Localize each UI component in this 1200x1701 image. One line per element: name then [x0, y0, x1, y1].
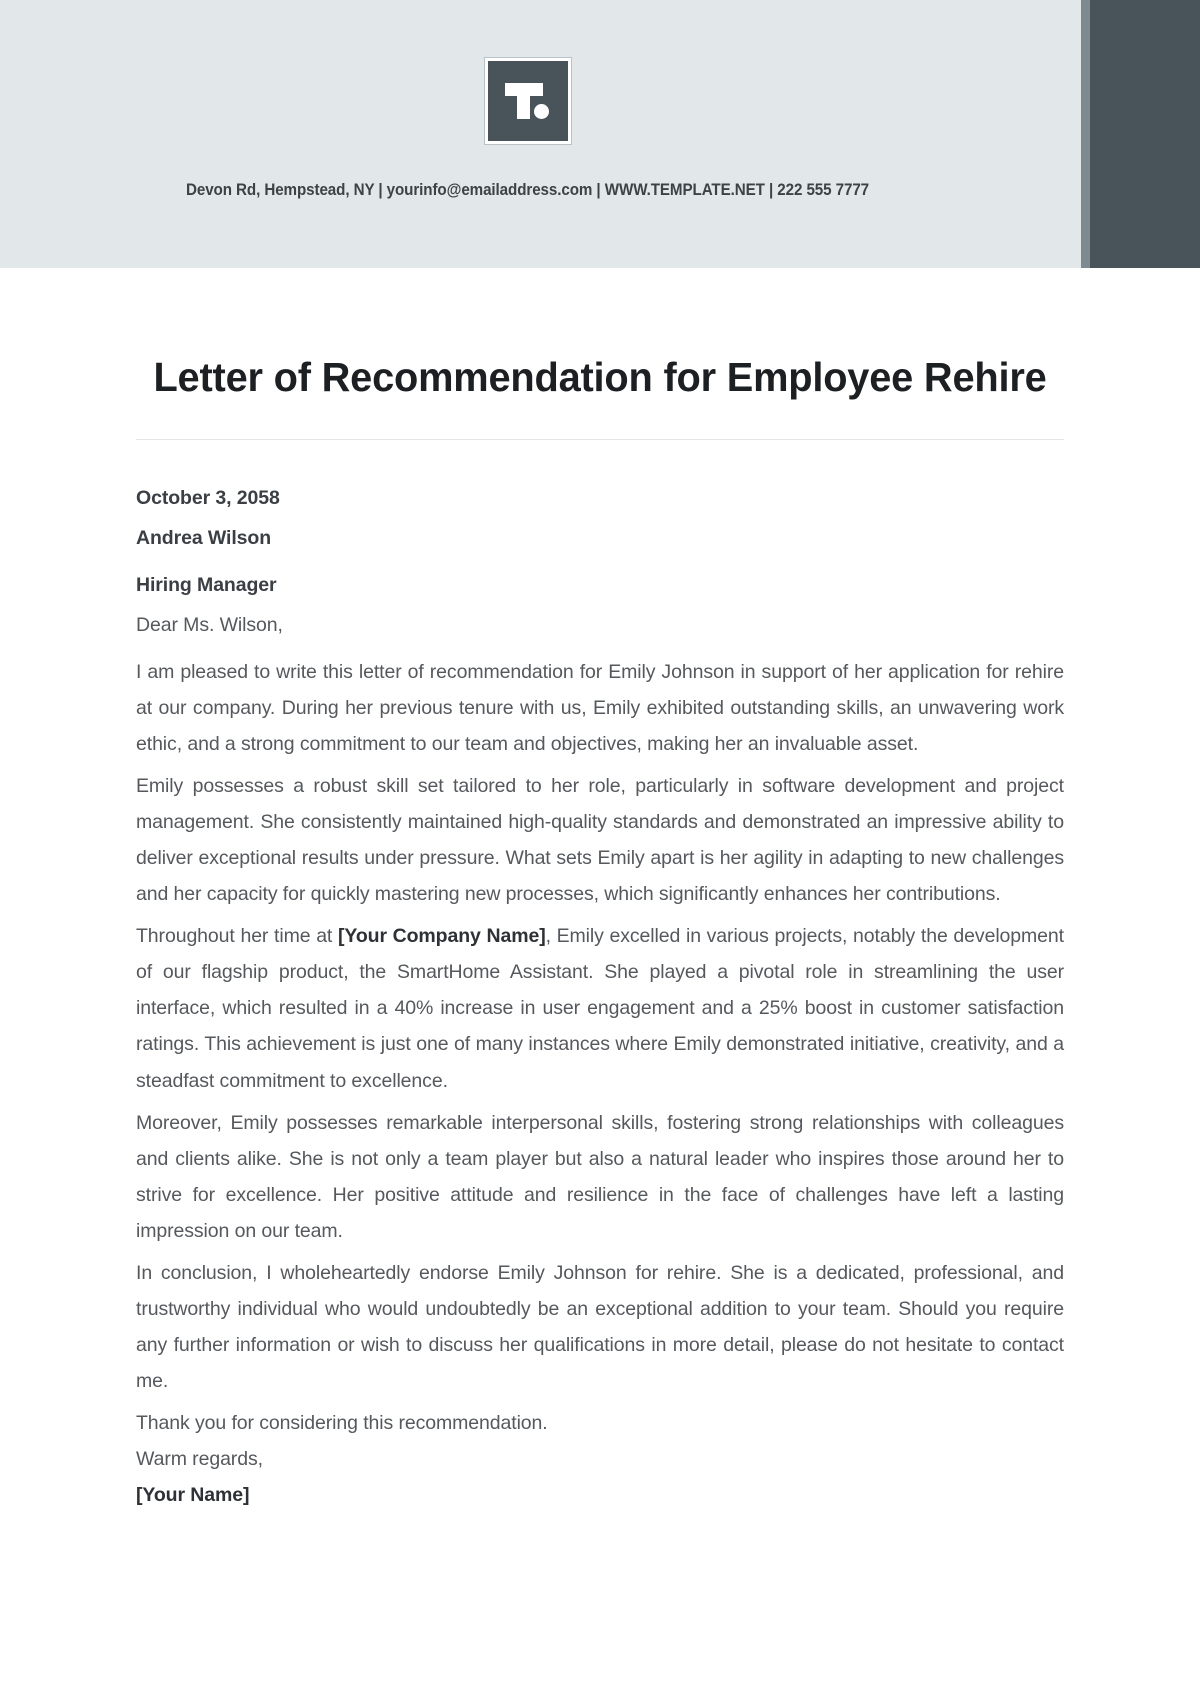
header-accent-edge — [1081, 0, 1090, 268]
signature-name-placeholder: [Your Name] — [136, 1484, 250, 1507]
header-accent-bar — [1090, 0, 1200, 268]
logo-mark — [501, 75, 555, 127]
letterhead-header — [0, 0, 1200, 268]
recipient-name: Andrea Wilson — [136, 526, 272, 549]
body-paragraph-3 — [136, 918, 1064, 1098]
body-paragraph-2: Emily possesses a robust skill set tailored to her role, particularly in software development and project management. She consistently maintained high-quality standards and demonstrated an impressive ability to deliver exceptional results under pressure. What sets Emily apart is her agility in adapting to new challenges and her capacity for quickly mastering new processes, which significantly enhances her contributions. — [136, 775, 1064, 906]
body-paragraph-1: I am pleased to write this letter of recommendation for Emily Johnson in support of her application for rehire at our company. During her previous tenure with us, Emily exhibited outstanding skills, an unwavering work ethic, and a strong commitment to our team and objectives, making her an invaluable asset. — [136, 660, 1064, 755]
letter-date: October 3, 2058 — [136, 487, 280, 510]
recipient-title: Hiring Manager — [136, 574, 277, 597]
sign-off-line: Warm regards, — [136, 1448, 263, 1471]
body-paragraph-5: In conclusion, I wholeheartedly endorse Emily Johnson for rehire. She is a dedicated, professional, and trustworthy individual who would undoubtedly be an exceptional addition to your team. Should you require any further information or wish to discuss her qualifications in more detail, please do not hesitate to contact me. — [136, 1261, 1064, 1393]
paragraph-3-suffix: , Emily excelled in various projects, notably the development of our flagship product, the SmartHome Assistant. She played a pivotal role in streamlining the user interface, which resulted in a 40% increase in user engagement and a 25% boost in customer satisfaction ratings. This achievement is just one of many instances where Emily demonstrated initiative, creativity, and a steadfast commitment to excellence. — [136, 925, 1064, 1092]
company-name-placeholder: [Your Company Name] — [337, 925, 546, 948]
page-title: Letter of Recommendation for Employee Rehire — [153, 354, 1047, 400]
logo-container — [0, 58, 1055, 144]
header-contact-line: Devon Rd, Hempstead, NY | yourinfo@emailaddress.com | WWW.TEMPLATE.NET | 222 555 7777 — [185, 181, 870, 199]
document-body — [0, 268, 1200, 1513]
paragraph-3-prefix: Throughout her time at — [136, 925, 338, 948]
title-divider — [136, 439, 1064, 440]
logo-letter-t-stem — [517, 83, 530, 119]
salutation: Dear Ms. Wilson, — [136, 613, 283, 636]
logo-dot — [534, 104, 549, 119]
body-paragraph-4: Moreover, Emily possesses remarkable interpersonal skills, fostering strong relationships with colleagues and clients alike. She is not only a team player but also a natural leader who inspires those around her to strive for excellence. Her positive attitude and resilience in the face of challenges have left a lasting impression on our team. — [136, 1111, 1064, 1242]
thank-you-line: Thank you for considering this recommendation. — [136, 1412, 548, 1435]
document-content — [136, 268, 1064, 1513]
template-net-logo-icon — [485, 58, 571, 144]
